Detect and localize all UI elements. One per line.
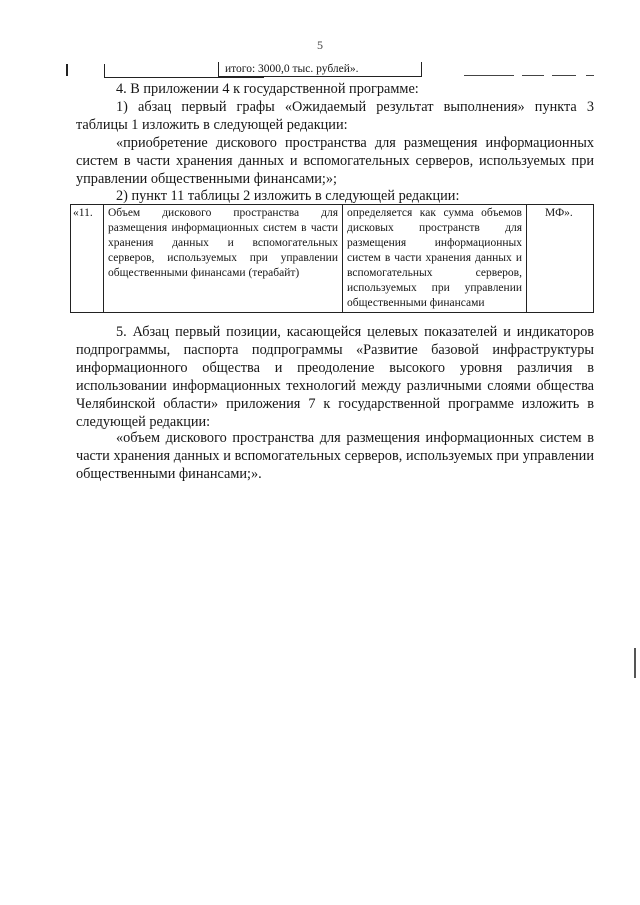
paragraph-5: 5. Абзац первый позиции, касающейся целевых показателей и индикаторов подпрограммы, паспорта подпрограммы «Развитие базовой инфраструктуры информационного общества и преодоление высокого уровня различия в использовании информационных технологий между различными слоями общества Челябинской области» приложения 7 к государственной программе изложить в следующей редакции: bbox=[76, 324, 594, 430]
previous-table-fragment bbox=[66, 62, 596, 78]
table-row bbox=[71, 205, 594, 313]
row-number-cell: «11. bbox=[71, 205, 104, 313]
indicator-name-cell: Объем дискового пространства для размещения информационных систем в части хранения данных и вспомогательных серверов, используемых при управлении общественными финансами (терабайт) bbox=[104, 205, 343, 313]
table-rule bbox=[586, 75, 594, 76]
table-rule bbox=[552, 75, 576, 76]
paragraph-4-item-2: 2) пункт 11 таблицы 2 изложить в следующей редакции: bbox=[116, 188, 460, 204]
table-rule bbox=[522, 75, 544, 76]
paragraph-4-heading: 4. В приложении 4 к государственной программе: bbox=[116, 81, 419, 97]
table-rule bbox=[464, 75, 514, 76]
calculation-method-cell: определяется как сумма объемов дисковых пространств для размещения информационных систем в части хранения данных и вспомогательных серверов, используемых при управлении общественными финансами bbox=[343, 205, 527, 313]
page-number: 5 bbox=[317, 38, 323, 52]
paragraph-5-quote: «объем дискового пространства для размещения информационных систем в части хранения данных и вспомогательных серверов, используемых при управлении общественными финансами;». bbox=[76, 430, 594, 482]
paragraph-4-item-1: 1) абзац первый графы «Ожидаемый результат выполнения» пункта 3 таблицы 1 изложить в следующей редакции: bbox=[76, 99, 594, 133]
responsible-cell: МФ». bbox=[527, 205, 594, 313]
table-2-row-11 bbox=[70, 204, 594, 313]
paragraph-4-item-1-quote: «приобретение дискового пространства для размещения информационных систем в части хранения данных и вспомогательных серверов, используемых при управлении общественными финансами;»; bbox=[76, 135, 594, 187]
table-cell-total: итого: 3000,0 тыс. рублей». bbox=[218, 62, 422, 77]
scan-edge-mark bbox=[66, 64, 68, 76]
scan-edge-mark bbox=[634, 648, 636, 678]
